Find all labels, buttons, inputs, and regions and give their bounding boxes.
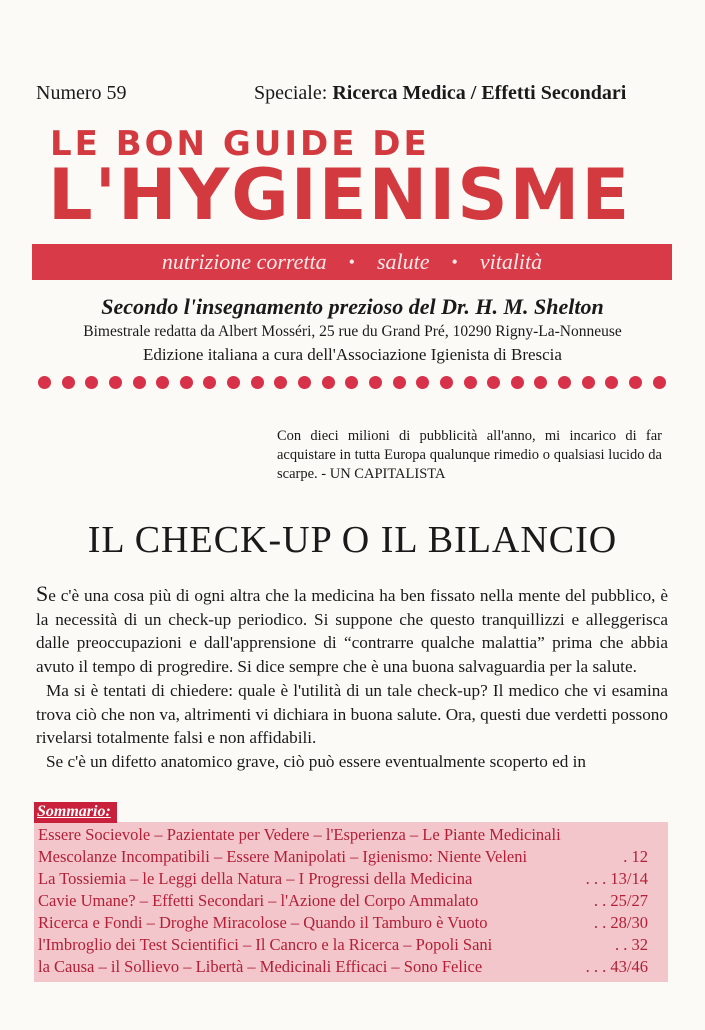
- tagline-health: salute: [376, 249, 430, 274]
- summary-row-pages: . . . 43/46: [585, 957, 648, 976]
- masthead-line1: LE BON GUIDE DE: [50, 124, 430, 164]
- paragraph-text: e c'è una cosa più di ogni altra che la medicina ha ben fissato nella mente del pubblico, è la necessità di un check-up periodico. Si suppone che questo tranquillizzi e alleggerisca dalle preoccupazioni e dall'apprensione di “contrarre qualche malattia” prima che abbia avuto il tempo di progredire. Si dice sempre che è una buona salvaguardia per la salute.: [36, 586, 668, 677]
- dot-icon: [511, 376, 524, 389]
- summary-row-pages: . 12: [623, 847, 648, 866]
- summary-row: [38, 913, 648, 933]
- masthead-title: L'HYGIENISME: [48, 154, 632, 236]
- dot-icon: [369, 376, 382, 389]
- dot-icon: [582, 376, 595, 389]
- dot-icon: [203, 376, 216, 389]
- dot-icon: [629, 376, 642, 389]
- tagline-band: [32, 244, 672, 280]
- article-title: IL CHECK-UP O IL BILANCIO: [87, 519, 618, 561]
- summary-row-pages: [640, 825, 648, 845]
- special-topic: [254, 82, 626, 105]
- bullet-icon: •: [451, 251, 458, 272]
- dot-icon: [109, 376, 122, 389]
- summary-row: [38, 825, 648, 845]
- tagline-nutrition: nutrizione corretta: [161, 249, 327, 274]
- dot-icon: [251, 376, 264, 389]
- dot-icon: [605, 376, 618, 389]
- dot-icon: [38, 376, 51, 389]
- summary-row: [38, 957, 648, 977]
- dot-icon: [464, 376, 477, 389]
- dot-icon: [227, 376, 240, 389]
- dot-icon: [85, 376, 98, 389]
- summary-row-text: Cavie Umane? – Effetti Secondari – l'Azione del Corpo Ammalato: [38, 891, 479, 910]
- dot-icon: [133, 376, 146, 389]
- edition-line: Edizione italiana a cura dell'Associazione Igienista di Brescia: [143, 345, 562, 364]
- teaching-line: Secondo l'insegnamento prezioso del Dr. H. M. Shelton: [101, 294, 604, 319]
- dot-icon: [322, 376, 335, 389]
- summary-row-pages: . . 32: [615, 935, 648, 954]
- special-topic-text: Ricerca Medica / Effetti Secondari: [332, 82, 627, 104]
- summary-row: [38, 869, 648, 889]
- dot-icon: [416, 376, 429, 389]
- dot-icon: [440, 376, 453, 389]
- dot-icon: [653, 376, 666, 389]
- summary-row-text: La Tossiemia – le Leggi della Natura – I Progressi della Medicina: [38, 869, 473, 888]
- dot-divider: [38, 372, 666, 392]
- summary-row-pages: . . . 13/14: [585, 869, 648, 888]
- dot-icon: [558, 376, 571, 389]
- summary-row-text: Ricerca e Fondi – Droghe Miracolose – Quando il Tamburo è Vuoto: [38, 913, 488, 932]
- summary-row-text: l'Imbroglio dei Test Scientifici – Il Cancro e la Ricerca – Popoli Sani: [38, 935, 493, 954]
- summary-row-pages: . . 25/27: [593, 891, 648, 910]
- dot-icon: [345, 376, 358, 389]
- editor-line: Bimestrale redatta da Albert Mosséri, 25 rue du Grand Pré, 10290 Rigny-La-Nonneuse: [83, 323, 622, 340]
- summary-label: Sommario:: [34, 802, 117, 823]
- dot-icon: [156, 376, 169, 389]
- dot-icon: [393, 376, 406, 389]
- tagline-vitality: vitalità: [479, 249, 543, 274]
- special-prefix: Speciale:: [254, 82, 328, 104]
- summary-row-pages: . . 28/30: [593, 913, 648, 932]
- epigraph-quote: Con dieci milioni di pubblicità all'anno, mi incarico di far acquistare in tutta Europa qualunque rimedio o qualsiasi lucido da scarpe. - UN CAPITALISTA: [277, 428, 662, 482]
- bullet-icon: •: [348, 251, 355, 272]
- dot-icon: [274, 376, 287, 389]
- summary-row: [38, 847, 648, 867]
- summary-row: [38, 891, 648, 911]
- issue-number: Numero 59: [36, 82, 127, 104]
- summary-row: [38, 935, 648, 955]
- summary-row-text: Mescolanze Incompatibili – Essere Manipolati – Igienismo: Niente Veleni: [38, 847, 528, 866]
- dot-icon: [62, 376, 75, 389]
- dot-icon: [487, 376, 500, 389]
- paragraph: Se c'è un difetto anatomico grave, ciò può essere eventualmente scoperto ed in: [46, 751, 587, 771]
- summary-row-text: Essere Socievole – Pazientate per Vedere – l'Esperienza – Le Piante Medicinali: [38, 825, 561, 844]
- dot-icon: [180, 376, 193, 389]
- dot-icon: [534, 376, 547, 389]
- article-body: [36, 582, 668, 774]
- summary-row-text: la Causa – il Sollievo – Libertà – Medicinali Efficaci – Sono Felice: [38, 957, 483, 976]
- drop-letter: S: [36, 581, 49, 606]
- paragraph: Ma si è tentati di chiedere: quale è l'utilità di un tale check-up? Il medico che vi esamina trova ciò che non va, altrimenti vi dichiara in buona salute. Ora, questi due verdetti possono rivelarsi totalmente falsi e non affidabili.: [36, 680, 668, 748]
- dot-icon: [298, 376, 311, 389]
- paragraph: [36, 582, 668, 679]
